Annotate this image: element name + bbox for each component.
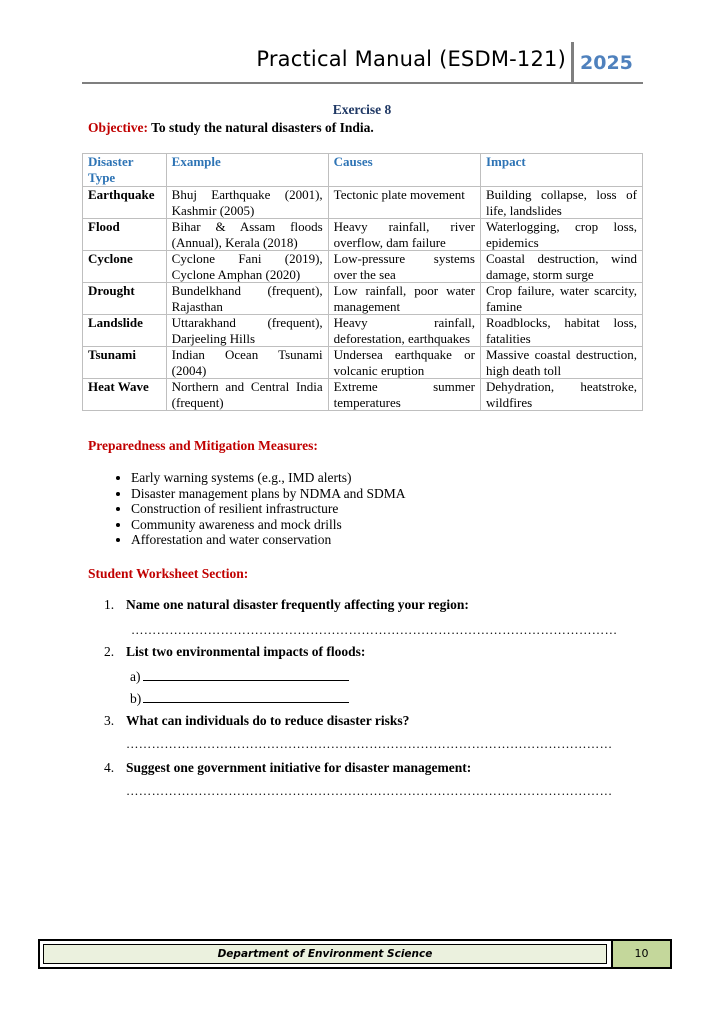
example-cell: Cyclone Fani (2019), Cyclone Amphan (2020) [166, 251, 328, 283]
disaster-type-cell: Earthquake [83, 187, 167, 219]
answer-line-1[interactable]: …………………………………………………………………………………………………… [131, 623, 618, 637]
disaster-table [82, 153, 643, 411]
table-header-cell: Disaster Type [83, 154, 167, 187]
objective-text: To study the natural disasters of India. [147, 120, 374, 135]
impact-cell: Massive coastal destruction, high death toll [480, 347, 642, 379]
causes-cell: Low rainfall, poor water management [328, 283, 480, 315]
disaster-type-cell: Cyclone [83, 251, 167, 283]
example-cell: Northern and Central India (frequent) [166, 379, 328, 411]
example-cell: Indian Ocean Tsunami (2004) [166, 347, 328, 379]
table-row [83, 347, 643, 379]
worksheet-heading: Student Worksheet Section: [88, 566, 249, 581]
question-3 [104, 713, 409, 729]
example-cell: Bhuj Earthquake (2001), Kashmir (2005) [166, 187, 328, 219]
causes-cell: Heavy rainfall, river overflow, dam failure [328, 219, 480, 251]
disaster-type-cell: Flood [83, 219, 167, 251]
impact-cell: Waterlogging, crop loss, epidemics [480, 219, 642, 251]
objective-label: Objective: [88, 120, 148, 135]
objective [88, 120, 374, 136]
question-number: 1. [104, 597, 115, 612]
impact-cell: Coastal destruction, wind damage, storm surge [480, 251, 642, 283]
header-title: Practical Manual (ESDM-121) [256, 47, 566, 71]
table-header-row [83, 154, 643, 187]
answer-a [130, 668, 349, 685]
preparedness-heading: Preparedness and Mitigation Measures: [88, 438, 318, 453]
exercise-title: Exercise 8 [332, 102, 392, 117]
impact-cell: Crop failure, water scarcity, famine [480, 283, 642, 315]
question-number: 3. [104, 713, 115, 728]
answer-line-4[interactable]: …………………………………………………………………………………………………… [126, 784, 613, 798]
header-rule [82, 82, 643, 84]
answer-line-3[interactable]: …………………………………………………………………………………………………… [126, 737, 613, 751]
impact-cell: Dehydration, heatstroke, wildfires [480, 379, 642, 411]
table-header-cell: Causes [328, 154, 480, 187]
example-cell: Bihar & Assam floods (Annual), Kerala (2018) [166, 219, 328, 251]
question-4 [104, 760, 471, 776]
impact-cell: Roadblocks, habitat loss, fatalities [480, 315, 642, 347]
header-year: 2025 [580, 52, 633, 74]
list-item: • Disaster management plans by NDMA and SDMA [131, 486, 405, 502]
page-number: 10 [613, 941, 670, 967]
question-text: What can individuals do to reduce disaster risks? [126, 713, 410, 728]
answer-b [130, 690, 349, 707]
table-header-cell: Example [166, 154, 328, 187]
table-row [83, 251, 643, 283]
question-text: List two environmental impacts of floods: [126, 644, 366, 659]
header-divider [571, 42, 574, 84]
table-row [83, 379, 643, 411]
question-text: Name one natural disaster frequently affecting your region: [126, 597, 469, 612]
causes-cell: Extreme summer temperatures [328, 379, 480, 411]
question-number: 4. [104, 760, 115, 775]
question-text: Suggest one government initiative for disaster management: [126, 760, 472, 775]
preparedness-list [112, 470, 405, 548]
table-row [83, 315, 643, 347]
example-cell: Bundelkhand (frequent), Rajasthan [166, 283, 328, 315]
answer-blank-b[interactable] [143, 690, 349, 703]
question-1 [104, 597, 469, 613]
footer-department: Department of Environment Science [43, 944, 607, 964]
disaster-type-cell: Landslide [83, 315, 167, 347]
table-header-cell: Impact [480, 154, 642, 187]
question-2 [104, 644, 365, 660]
table-row [83, 187, 643, 219]
disaster-type-cell: Heat Wave [83, 379, 167, 411]
causes-cell: Heavy rainfall, deforestation, earthquakes [328, 315, 480, 347]
list-item: • Community awareness and mock drills [131, 517, 405, 533]
disaster-type-cell: Drought [83, 283, 167, 315]
disaster-type-cell: Tsunami [83, 347, 167, 379]
question-number: 2. [104, 644, 115, 659]
answer-label: b) [130, 691, 142, 706]
table-row [83, 283, 643, 315]
list-item: • Afforestation and water conservation [131, 532, 405, 548]
footer [38, 939, 672, 969]
answer-blank-a[interactable] [143, 668, 349, 681]
answer-label: a) [130, 669, 141, 684]
table-row [83, 219, 643, 251]
list-item: • Early warning systems (e.g., IMD alerts) [131, 470, 405, 486]
example-cell: Uttarakhand (frequent), Darjeeling Hills [166, 315, 328, 347]
list-item: • Construction of resilient infrastructure [131, 501, 405, 517]
impact-cell: Building collapse, loss of life, landslides [480, 187, 642, 219]
causes-cell: Tectonic plate movement [328, 187, 480, 219]
causes-cell: Low-pressure systems over the sea [328, 251, 480, 283]
causes-cell: Undersea earthquake or volcanic eruption [328, 347, 480, 379]
